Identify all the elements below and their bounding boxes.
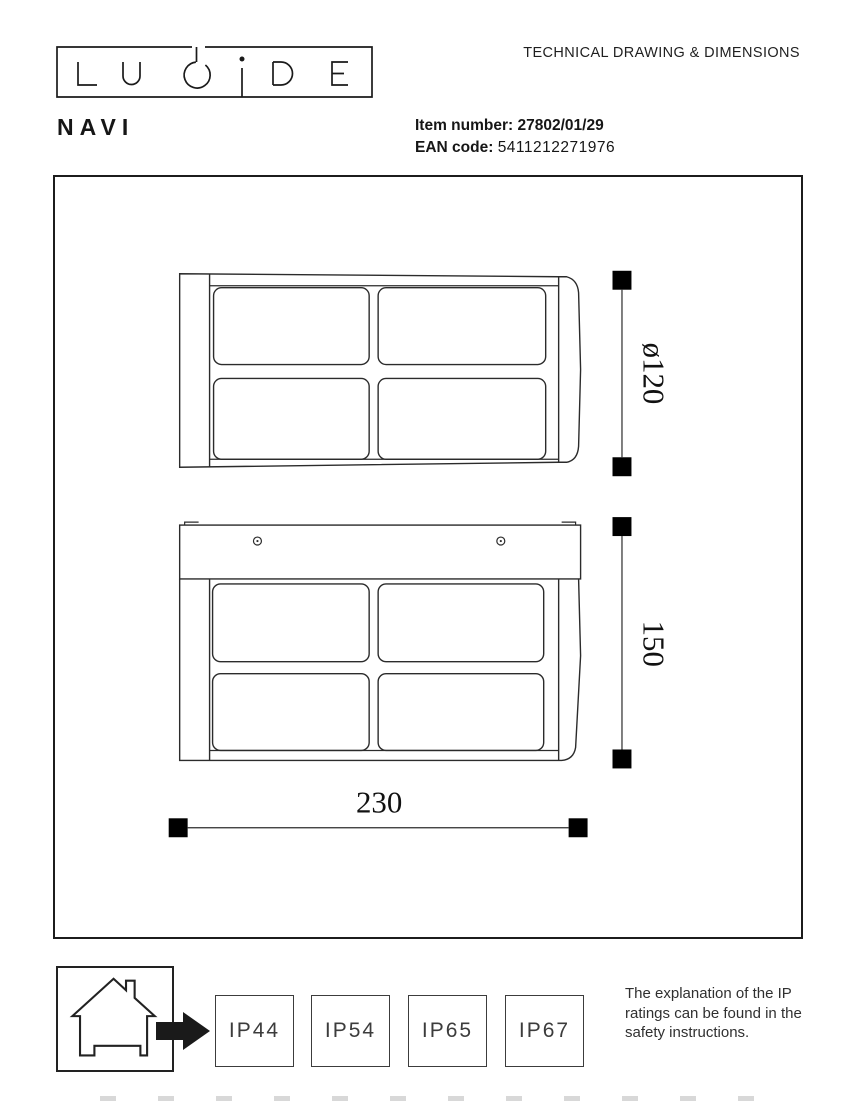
- ean-value: 5411212271976: [497, 139, 616, 156]
- arrow-right-icon: [152, 1008, 214, 1054]
- dim-marker: [569, 818, 588, 837]
- dim-marker: [169, 818, 188, 837]
- lucide-logo: [53, 43, 379, 103]
- ean-label: EAN code:: [415, 139, 494, 156]
- dim-marker: [613, 749, 632, 768]
- ip-rating-badge-ip67: IP67: [505, 995, 584, 1067]
- technical-drawing: [55, 177, 801, 937]
- item-number-label: Item number:: [415, 117, 514, 134]
- dimension-diameter: [613, 271, 672, 476]
- item-number-row: [415, 115, 615, 137]
- dim-label-width: 230: [355, 784, 403, 820]
- ip-rating-badge-ip54: IP54: [311, 995, 390, 1067]
- product-codes: [415, 115, 615, 159]
- dim-label-diameter: ø120: [636, 342, 672, 405]
- ean-row: [415, 137, 615, 159]
- dim-marker: [613, 457, 632, 476]
- item-number-value: 27802/01/29: [517, 117, 604, 134]
- logo-letter-e: [332, 62, 348, 85]
- product-name: NAVI: [57, 114, 135, 140]
- ip-ratings-note: The explanation of the IP ratings can be found in the safety instructions.: [625, 985, 802, 1041]
- ip-rating-badge-ip65: IP65: [408, 995, 487, 1067]
- dim-marker: [613, 517, 632, 536]
- dim-marker: [613, 271, 632, 290]
- top-view: [180, 274, 581, 467]
- logo-letter-u: [123, 62, 140, 85]
- logo-letter-c: [184, 62, 210, 88]
- logo-box: [57, 47, 372, 97]
- cutoff-text-fragment: [100, 1096, 770, 1101]
- doc-title: TECHNICAL DRAWING & DIMENSIONS: [523, 45, 800, 61]
- dimension-height: [613, 517, 672, 768]
- logo-letter-d: [273, 62, 293, 85]
- logo-i-dot: [240, 57, 245, 62]
- dimension-width: [169, 784, 588, 837]
- drawing-frame: [53, 175, 803, 939]
- ip-rating-badge-ip44: IP44: [215, 995, 294, 1067]
- dim-label-height: 150: [636, 620, 672, 667]
- logo-letter-l: [78, 62, 97, 85]
- front-view: [180, 522, 581, 760]
